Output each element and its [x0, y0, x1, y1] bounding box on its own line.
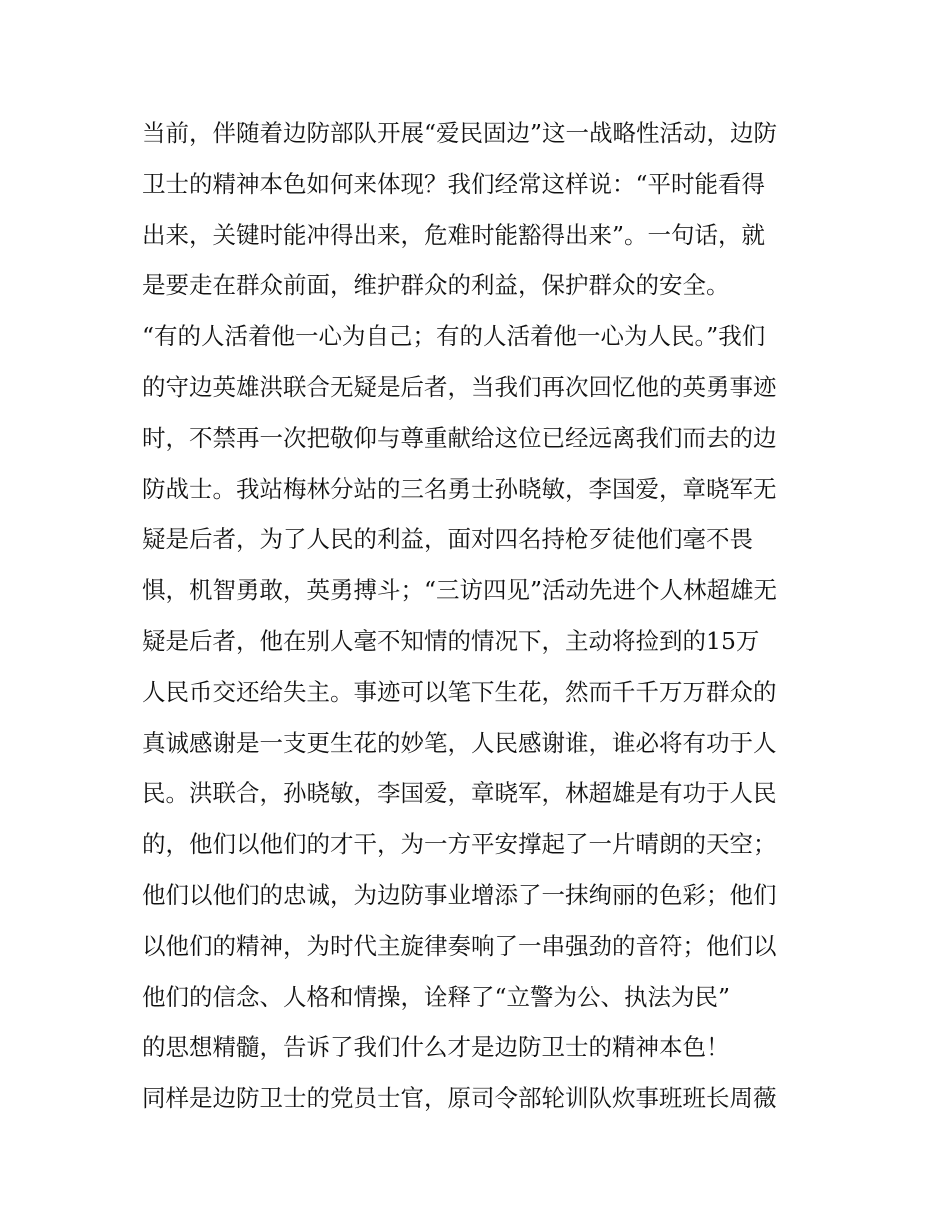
- text-line: 防战士。我站梅林分站的三名勇士孙晓敏，李国爱，章晓军无: [142, 474, 777, 503]
- text-line: 人民币交还给失主。事迹可以笔下生花，然而千千万万群众的: [142, 677, 777, 706]
- text-line: 时，不禁再一次把敬仰与尊重献给这位已经远离我们而去的边: [142, 423, 777, 452]
- text-line: “有的人活着他一心为自己；有的人活着他一心为人民。”我们: [142, 322, 766, 351]
- text-line: 他们的信念、人格和情操，诠释了“立警为公、执法为民”: [142, 982, 731, 1011]
- text-line: 同样是边防卫士的党员士官，原司令部轮训队炊事班班长周薇: [142, 1084, 777, 1113]
- text-line: 是要走在群众前面，维护群众的利益，保护群众的安全。: [142, 271, 730, 300]
- text-line: 民。洪联合，孙晓敏，李国爱，章晓军，林超雄是有功于人民: [142, 779, 777, 808]
- text-line: 惧，机智勇敢，英勇搏斗；“三访四见”活动先进个人林超雄无: [142, 576, 778, 605]
- text-line: 疑是后者，为了人民的利益，面对四名持枪歹徒他们毫不畏: [142, 525, 753, 554]
- text-line: 的思想精髓，告诉了我们什么才是边防卫士的精神本色！: [142, 1033, 730, 1062]
- text-line: 以他们的精神，为时代主旋律奏响了一串强劲的音符；他们以: [142, 931, 777, 960]
- body-text: [142, 108, 822, 1124]
- text-line: 卫士的精神本色如何来体现？我们经常这样说：“平时能看得: [142, 169, 766, 198]
- text-line: 出来，关键时能冲得出来，危难时能豁得出来”。一句话，就: [142, 220, 766, 249]
- text-line: 的守边英雄洪联合无疑是后者，当我们再次回忆他的英勇事迹: [142, 372, 777, 401]
- text-line: 的，他们以他们的才干，为一方平安撑起了一片晴朗的天空；: [142, 830, 777, 859]
- text-line: 当前，伴随着边防部队开展“爱民固边”这一战略性活动，边防: [142, 119, 778, 147]
- text-line: 疑是后者，他在别人毫不知情的情况下，主动将捡到的15万: [142, 626, 760, 655]
- text-line: 他们以他们的忠诚，为边防事业增添了一抹绚丽的色彩；他们: [142, 880, 777, 909]
- text-line: 真诚感谢是一支更生花的妙笔，人民感谢谁，谁必将有功于人: [142, 728, 777, 757]
